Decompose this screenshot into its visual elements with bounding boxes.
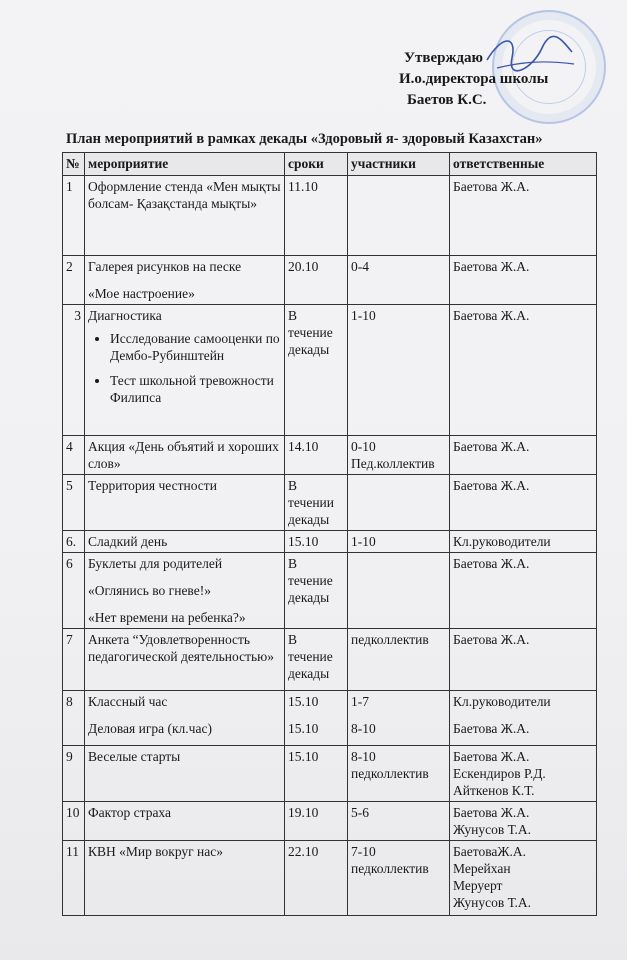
table-row xyxy=(63,691,597,746)
row-number: 7 xyxy=(63,629,85,691)
table-row xyxy=(63,629,597,691)
row-number: 6 xyxy=(63,553,85,629)
responsible-cell xyxy=(450,691,597,746)
column-header: сроки xyxy=(285,153,348,176)
event-cell: Акция «День объятий и хороших слов» xyxy=(85,436,285,475)
events-table xyxy=(62,152,597,916)
date-cell: 11.10 xyxy=(285,176,348,256)
date-line: 15.10 xyxy=(288,721,319,736)
date-cell: В течение декады xyxy=(285,305,348,436)
participants-line: педколлектив xyxy=(351,861,429,876)
row-number: 11 xyxy=(63,841,85,916)
event-cell xyxy=(85,256,285,305)
table-row xyxy=(63,841,597,916)
responsible-line: Кл.руководители xyxy=(453,694,551,709)
participants-cell xyxy=(348,436,450,475)
participants-line: 1-7 xyxy=(351,694,369,709)
participants-cell xyxy=(348,176,450,256)
table-row xyxy=(63,475,597,531)
document-title: План мероприятий в рамках декады «Здоровый я- здоровый Казахстан» xyxy=(66,131,543,147)
responsible-cell: Баетова Ж.А. xyxy=(450,553,597,629)
responsible-line: Баетова Ж.А. xyxy=(453,749,530,764)
date-line: 15.10 xyxy=(288,694,319,709)
participants-cell xyxy=(348,475,450,531)
participants-line: 8-10 xyxy=(351,749,376,764)
event-line: Диагностика xyxy=(88,308,162,323)
event-cell xyxy=(85,553,285,629)
row-number: 10 xyxy=(63,802,85,841)
date-cell: 15.10 xyxy=(285,746,348,802)
list-item: • Тест школьной тревожности Филипса xyxy=(110,372,281,406)
event-line: «Оглянись во гневе!» xyxy=(88,583,211,598)
date-cell: 14.10 xyxy=(285,436,348,475)
row-number: 6. xyxy=(63,531,85,553)
event-line: «Мое настроение» xyxy=(88,286,195,301)
date-cell: 15.10 xyxy=(285,531,348,553)
responsible-cell: Баетова Ж.А. xyxy=(450,436,597,475)
date-cell: В течение декады xyxy=(285,629,348,691)
responsible-cell: Баетова Ж.А. xyxy=(450,305,597,436)
bullet-list xyxy=(88,330,281,406)
responsible-line: Мерейхан xyxy=(453,861,511,876)
table-row xyxy=(63,746,597,802)
responsible-line: Меруерт xyxy=(453,878,503,893)
row-number: 4 xyxy=(63,436,85,475)
table-header-row xyxy=(63,153,597,176)
participants-line: 0-10 xyxy=(351,439,376,454)
event-line: Галерея рисунков на песке xyxy=(88,259,242,274)
date-cell: 20.10 xyxy=(285,256,348,305)
responsible-line: Жунусов Т.А. xyxy=(453,822,532,837)
participants-cell xyxy=(348,553,450,629)
date-cell: В течении декады xyxy=(285,475,348,531)
responsible-cell: Баетова Ж.А. xyxy=(450,256,597,305)
row-number: 2 xyxy=(63,256,85,305)
responsible-cell: Кл.руководители xyxy=(450,531,597,553)
responsible-cell xyxy=(450,746,597,802)
table-row xyxy=(63,553,597,629)
event-cell: Анкета “Удовлетворенность педагогической деятельностью» xyxy=(85,629,285,691)
participants-cell: педколлектив xyxy=(348,629,450,691)
column-header: участники xyxy=(348,153,450,176)
participants-cell: 1-10 xyxy=(348,305,450,436)
approval-block xyxy=(399,48,599,111)
event-cell: Территория честности xyxy=(85,475,285,531)
event-cell xyxy=(85,691,285,746)
participants-cell: 5-6 xyxy=(348,802,450,841)
participants-cell xyxy=(348,691,450,746)
responsible-line: Айткенов К.Т. xyxy=(453,783,535,798)
row-number: 9 xyxy=(63,746,85,802)
responsible-line: Баетова Ж.А. xyxy=(453,805,530,820)
date-cell: В течение декады xyxy=(285,553,348,629)
column-header: № xyxy=(63,153,85,176)
event-line: Буклеты для родителей xyxy=(88,556,223,571)
responsible-cell xyxy=(450,841,597,916)
responsible-line: Жунусов Т.А. xyxy=(453,895,532,910)
event-line: «Нет времени на ребенка?» xyxy=(88,610,246,625)
participants-line: Пед.коллектив xyxy=(351,456,435,471)
date-cell: 19.10 xyxy=(285,802,348,841)
row-number: 3 xyxy=(63,305,85,436)
table-row xyxy=(63,531,597,553)
participants-line: 8-10 xyxy=(351,721,376,736)
participants-cell xyxy=(348,841,450,916)
table-row xyxy=(63,436,597,475)
table-row xyxy=(63,176,597,256)
responsible-cell xyxy=(450,802,597,841)
date-cell: 22.10 xyxy=(285,841,348,916)
event-cell: Фактор страха xyxy=(85,802,285,841)
list-item: • Исследование самооценки по Дембо-Рубинштейн xyxy=(110,330,281,364)
event-cell: Сладкий день xyxy=(85,531,285,553)
responsible-line: Баетова Ж.А. xyxy=(453,721,530,736)
event-cell: Веселые старты xyxy=(85,746,285,802)
table-row xyxy=(63,305,597,436)
responsible-line: Ескендиров Р.Д. xyxy=(453,766,546,781)
responsible-cell: Баетова Ж.А. xyxy=(450,176,597,256)
row-number: 1 xyxy=(63,176,85,256)
table-row xyxy=(63,802,597,841)
table-row xyxy=(63,256,597,305)
participants-cell xyxy=(348,746,450,802)
event-cell: КВН «Мир вокруг нас» xyxy=(85,841,285,916)
event-line: Классный час xyxy=(88,694,168,709)
event-cell xyxy=(85,305,285,436)
column-header: ответственные xyxy=(450,153,597,176)
approval-line-2: И.о.директора школы xyxy=(399,71,549,87)
responsible-line: БаетоваЖ.А. xyxy=(453,844,526,859)
approval-line-3: Баетов К.С. xyxy=(407,92,487,108)
responsible-cell: Баетова Ж.А. xyxy=(450,475,597,531)
date-cell xyxy=(285,691,348,746)
approval-line-1: Утверждаю xyxy=(404,50,483,66)
row-number: 8 xyxy=(63,691,85,746)
row-number: 5 xyxy=(63,475,85,531)
event-cell: Оформление стенда «Мен мықты болсам- Қазақстанда мықты» xyxy=(85,176,285,256)
column-header: мероприятие xyxy=(85,153,285,176)
participants-cell: 0-4 xyxy=(348,256,450,305)
event-line: Деловая игра (кл.час) xyxy=(88,721,212,736)
responsible-cell: Баетова Ж.А. xyxy=(450,629,597,691)
participants-line: педколлектив xyxy=(351,766,429,781)
participants-cell: 1-10 xyxy=(348,531,450,553)
participants-line: 7-10 xyxy=(351,844,376,859)
